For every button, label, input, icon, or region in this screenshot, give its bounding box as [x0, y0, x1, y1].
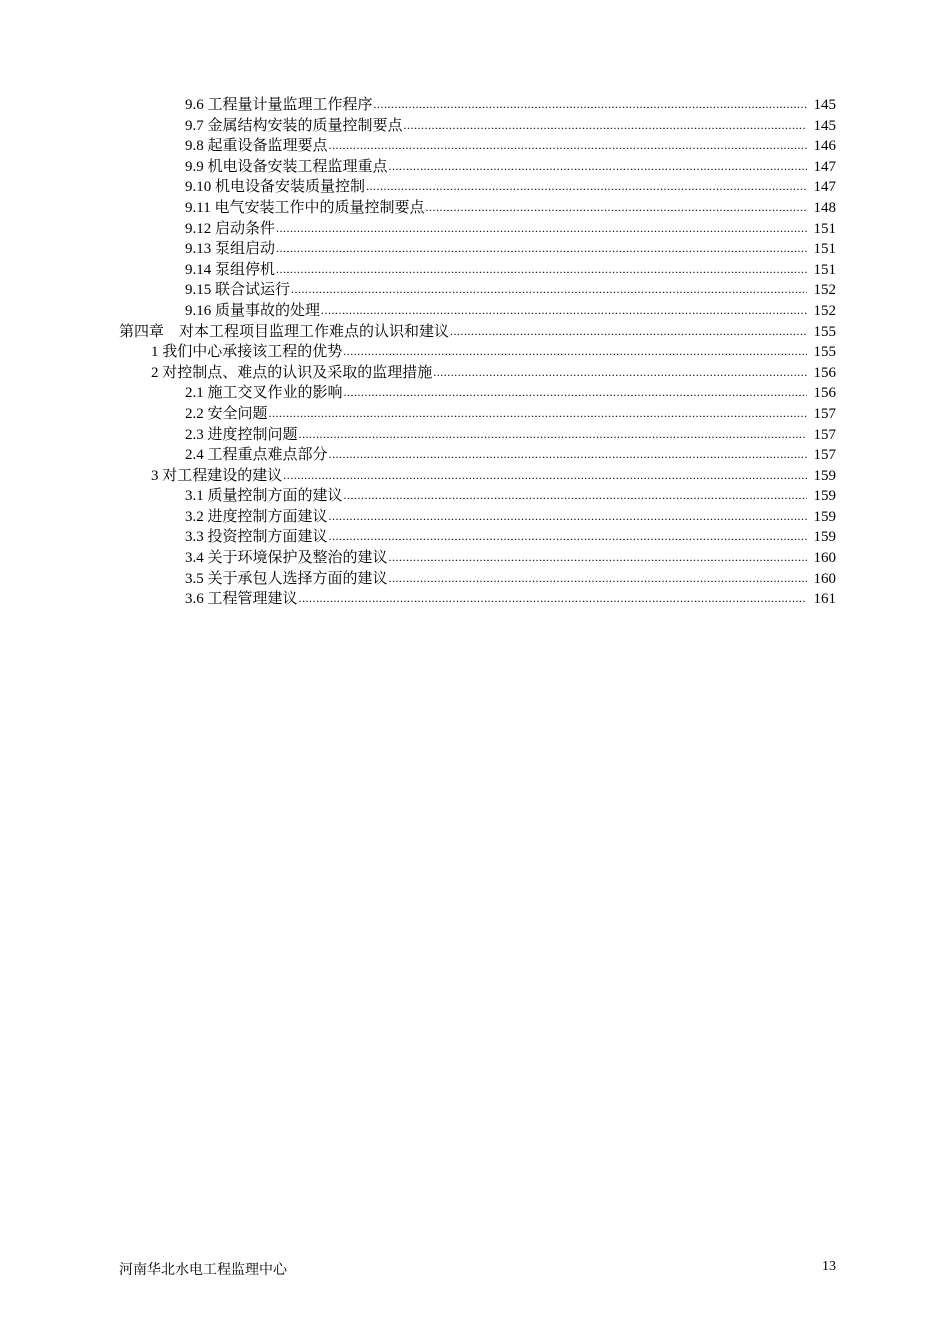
toc-entry-page: 146	[813, 138, 836, 155]
toc-entry-page: 147	[813, 158, 836, 175]
footer-organization: 河南华北水电工程监理中心	[119, 1263, 287, 1278]
toc-entry-page: 147	[813, 179, 836, 196]
toc-entry[interactable]	[185, 198, 950, 219]
table-of-contents	[0, 95, 950, 610]
toc-entry-title: 1 我们中心承接该工程的优势	[151, 344, 343, 361]
toc-entry-page: 159	[813, 508, 836, 525]
toc-entry-page: 156	[813, 385, 836, 402]
toc-entry-title: 9.15 联合试运行	[185, 282, 291, 299]
toc-entry[interactable]	[185, 219, 950, 240]
toc-entry-title: 2.4 工程重点难点部分	[185, 447, 328, 464]
toc-entry-title: 9.14 泵组停机	[185, 261, 276, 278]
toc-entry-title: 9.16 质量事故的处理	[185, 302, 321, 319]
toc-entry[interactable]	[185, 383, 950, 404]
toc-dot-leader	[321, 300, 807, 321]
toc-dot-leader	[389, 547, 807, 568]
toc-entry[interactable]	[185, 260, 950, 281]
toc-entry[interactable]	[151, 466, 950, 487]
toc-entry[interactable]	[185, 445, 950, 466]
toc-entry-page: 161	[813, 591, 836, 608]
toc-dot-leader	[389, 568, 807, 589]
toc-entry-title: 3.2 进度控制方面建议	[185, 508, 328, 525]
toc-entry-page: 152	[813, 302, 836, 319]
toc-entry-page: 159	[813, 467, 836, 484]
toc-entry[interactable]	[185, 425, 950, 446]
toc-entry-title: 3.6 工程管理建议	[185, 591, 298, 608]
toc-dot-leader	[329, 526, 807, 547]
toc-entry[interactable]	[185, 569, 950, 590]
toc-entry-title: 3.3 投资控制方面建议	[185, 529, 328, 546]
toc-entry[interactable]	[185, 177, 950, 198]
toc-entry[interactable]	[185, 239, 950, 260]
toc-entry-title: 9.13 泵组启动	[185, 241, 276, 258]
toc-entry-title: 9.7 金属结构安装的质量控制要点	[185, 117, 403, 134]
toc-entry-page: 145	[813, 97, 836, 113]
toc-entry[interactable]	[185, 486, 950, 507]
toc-dot-leader	[404, 115, 807, 136]
toc-entry-page: 157	[813, 447, 836, 464]
toc-dot-leader	[433, 362, 807, 383]
toc-dot-leader	[283, 465, 807, 486]
toc-dot-leader	[299, 588, 807, 609]
toc-entry-page: 157	[813, 405, 836, 422]
toc-entry[interactable]	[185, 157, 950, 178]
toc-dot-leader	[374, 94, 807, 115]
toc-entry-title: 9.11 电气安装工作中的质量控制要点	[185, 199, 425, 216]
toc-entry-page: 160	[813, 570, 836, 587]
toc-entry-page: 152	[813, 282, 836, 299]
toc-dot-leader	[329, 135, 807, 156]
toc-dot-leader	[276, 218, 807, 239]
toc-entry[interactable]	[185, 507, 950, 528]
toc-entry-title: 9.10 机电设备安装质量控制	[185, 179, 366, 196]
toc-entry-page: 159	[813, 529, 836, 546]
toc-entry-title: 9.12 启动条件	[185, 220, 276, 237]
toc-dot-leader	[276, 238, 807, 259]
toc-entry-title: 3.5 关于承包人选择方面的建议	[185, 570, 388, 587]
toc-entry-title: 2.2 安全问题	[185, 405, 268, 422]
toc-entry-title: 2 对控制点、难点的认识及采取的监理措施	[151, 364, 433, 381]
toc-entry-title: 9.6 工程量计量监理工作程序	[185, 97, 373, 113]
toc-entry-title: 3.4 关于环境保护及整治的建议	[185, 550, 388, 567]
footer-page-number: 13	[822, 1259, 836, 1274]
toc-entry-title: 9.9 机电设备安装工程监理重点	[185, 158, 388, 175]
toc-entry[interactable]	[185, 404, 950, 425]
toc-entry-page: 159	[813, 488, 836, 505]
toc-dot-leader	[425, 197, 807, 218]
toc-dot-leader	[329, 444, 807, 465]
toc-entry[interactable]	[185, 589, 950, 610]
toc-dot-leader	[343, 341, 807, 362]
toc-dot-leader	[450, 321, 807, 342]
toc-entry-page: 157	[813, 426, 836, 443]
toc-entry[interactable]	[185, 95, 950, 116]
toc-entry[interactable]	[151, 342, 950, 363]
toc-entry-title: 2.1 施工交叉作业的影响	[185, 385, 343, 402]
toc-entry[interactable]	[185, 136, 950, 157]
toc-dot-leader	[329, 506, 807, 527]
toc-entry-title: 3.1 质量控制方面的建议	[185, 488, 343, 505]
toc-entry[interactable]	[185, 301, 950, 322]
page-footer	[119, 1259, 836, 1279]
toc-dot-leader	[344, 382, 807, 403]
toc-dot-leader	[269, 403, 807, 424]
toc-dot-leader	[366, 176, 807, 197]
toc-entry[interactable]	[185, 116, 950, 137]
toc-dot-leader	[299, 424, 807, 445]
toc-entry[interactable]	[185, 548, 950, 569]
toc-entry-title: 3 对工程建设的建议	[151, 467, 283, 484]
toc-entry-page: 160	[813, 550, 836, 567]
toc-entry-page: 148	[813, 199, 836, 216]
toc-entry-page: 145	[813, 117, 836, 134]
toc-entry-page: 151	[813, 261, 836, 278]
toc-entry[interactable]	[119, 322, 950, 343]
toc-entry-page: 155	[813, 323, 836, 340]
toc-entry[interactable]	[185, 280, 950, 301]
toc-entry[interactable]	[151, 363, 950, 384]
toc-entry-page: 151	[813, 220, 836, 237]
toc-entry-title: 9.8 起重设备监理要点	[185, 138, 328, 155]
toc-entry-page: 155	[813, 344, 836, 361]
toc-entry-page: 156	[813, 364, 836, 381]
toc-dot-leader	[344, 485, 807, 506]
toc-entry-title: 第四章 对本工程项目监理工作难点的认识和建议	[119, 323, 450, 340]
toc-dot-leader	[276, 259, 807, 280]
toc-entry-page: 151	[813, 241, 836, 258]
toc-entry-title: 2.3 进度控制问题	[185, 426, 298, 443]
toc-dot-leader	[389, 156, 807, 177]
toc-entry[interactable]	[185, 527, 950, 548]
toc-dot-leader	[291, 279, 807, 300]
